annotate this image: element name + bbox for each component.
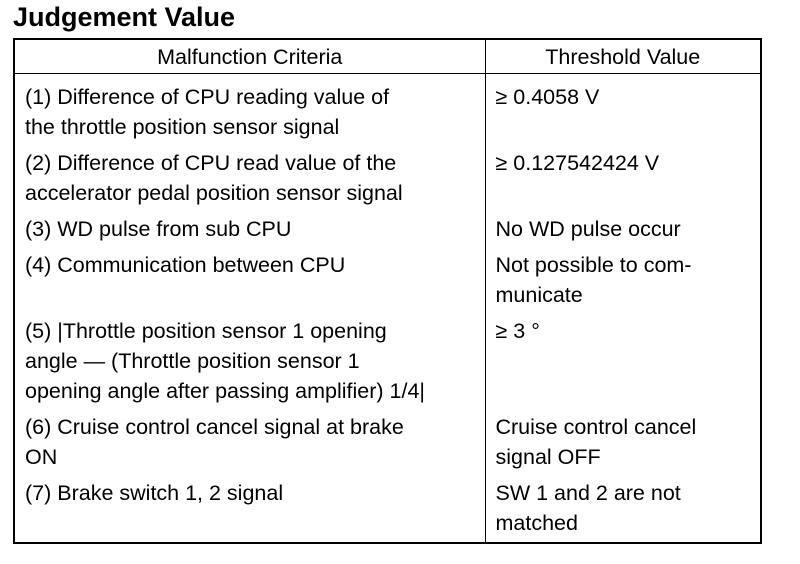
threshold-line: signal OFF [495,445,601,469]
table-row [14,316,761,412]
threshold-cell [485,412,761,478]
table-row [14,148,761,214]
threshold-line: ≥ 0.127542424 V [495,151,660,175]
criteria-cell [14,478,485,543]
criteria-line: (6) Cruise control cancel signal at brake [25,415,404,439]
table-header-row [14,39,761,74]
threshold-cell [485,478,761,543]
criteria-cell [14,148,485,214]
threshold-line: No WD pulse occur [495,217,681,241]
criteria-cell [14,214,485,250]
criteria-line: ON [25,445,58,469]
threshold-line: Not possible to com- [495,253,692,277]
criteria-line: (1) Difference of CPU reading value of [25,85,390,109]
criteria-line: (4) Communication between CPU [25,253,346,277]
criteria-cell [14,74,485,149]
criteria-line: the throttle position sensor signal [25,115,340,139]
table-row [14,214,761,250]
threshold-line: matched [495,511,578,535]
table-row [14,478,761,543]
table-row [14,250,761,316]
criteria-line: (5) |Throttle position sensor 1 opening [25,319,387,343]
criteria-line: (3) WD pulse from sub CPU [25,217,292,241]
threshold-line: SW 1 and 2 are not [495,481,681,505]
threshold-line: ≥ 3 ° [495,319,540,343]
table-row [14,412,761,478]
header-threshold-value: Threshold Value [485,39,761,74]
criteria-line: angle — (Throttle position sensor 1 [25,349,360,373]
threshold-cell [485,214,761,250]
criteria-line: (7) Brake switch 1, 2 signal [25,481,284,505]
threshold-cell [485,74,761,149]
page-title: Judgement Value [13,2,236,32]
threshold-line: Cruise control cancel [495,415,697,439]
criteria-cell [14,250,485,316]
header-malfunction-criteria: Malfunction Criteria [14,39,485,74]
criteria-line: (2) Difference of CPU read value of the [25,151,397,175]
threshold-line: municate [495,283,583,307]
threshold-cell [485,250,761,316]
criteria-cell [14,316,485,412]
criteria-line: opening angle after passing amplifier) 1/4| [25,379,425,403]
judgement-value-table [13,38,762,544]
threshold-line: ≥ 0.4058 V [495,85,600,109]
threshold-cell [485,316,761,412]
threshold-cell [485,148,761,214]
criteria-line: accelerator pedal position sensor signal [25,181,403,205]
criteria-cell [14,412,485,478]
table-row [14,74,761,149]
